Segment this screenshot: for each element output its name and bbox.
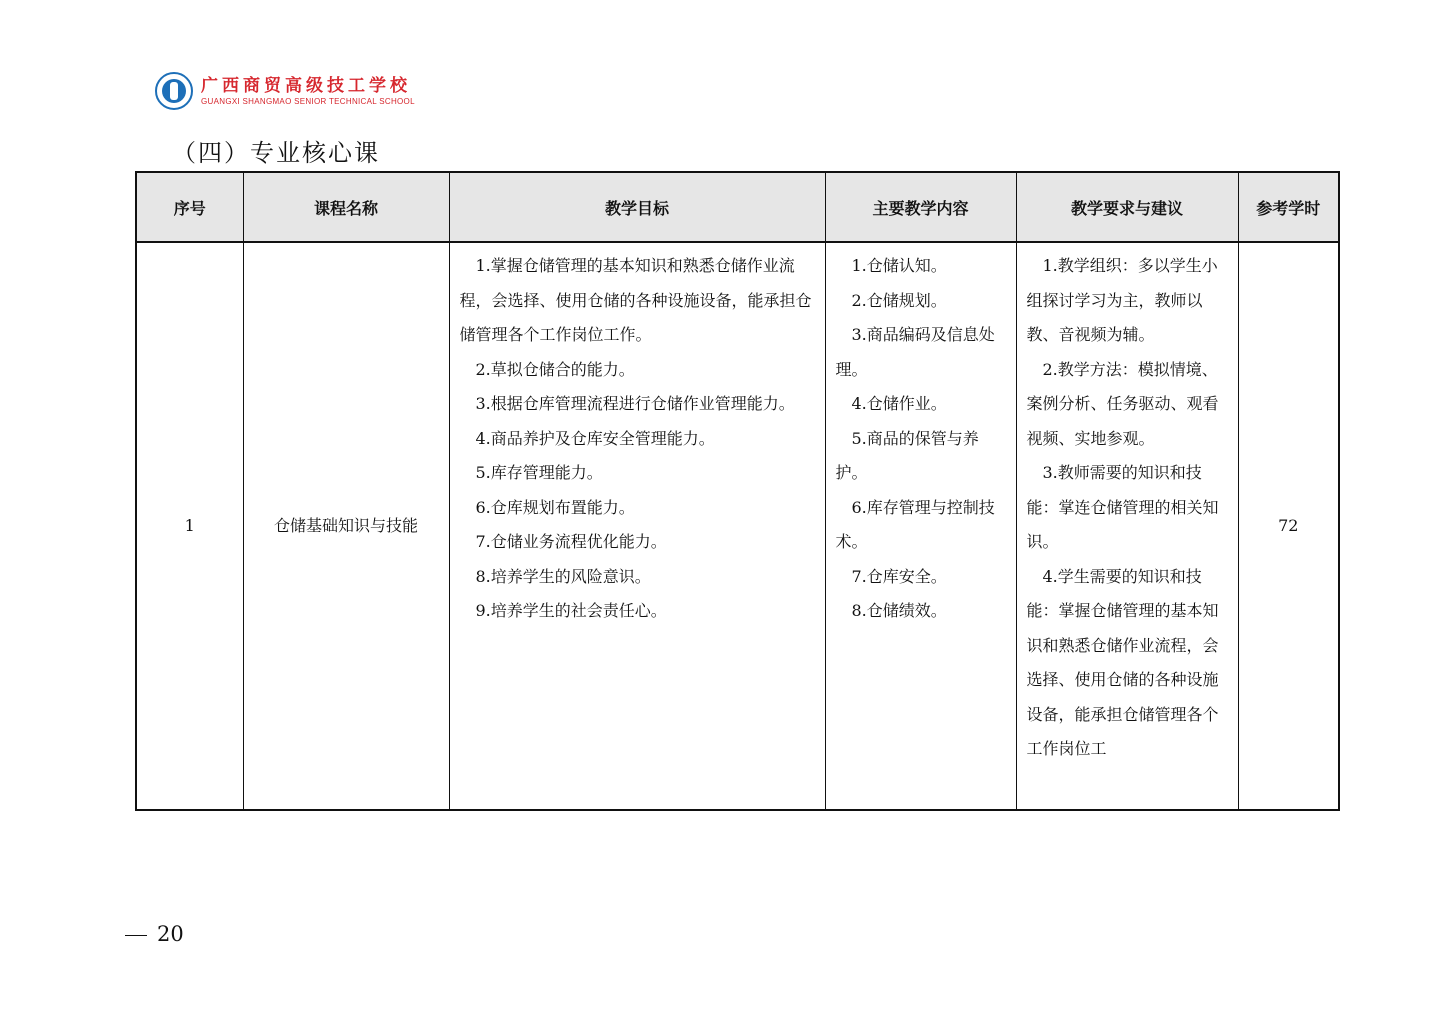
content-item: 2.仓储规划。 [851, 290, 947, 310]
objective-item: 9.培养学生的社会责任心。 [475, 601, 667, 620]
content-item: 5.商品的保管与养护。 [835, 428, 979, 482]
requirement-item: 1.教学组织：多以学生小组探讨学习为主，教师以教、音视频为辅。 [1026, 256, 1218, 344]
cell-requirements [1016, 242, 1238, 810]
cell-course-name: 仓储基础知识与技能 [243, 242, 449, 810]
page-footer [125, 922, 184, 946]
table-header-row [136, 172, 1339, 242]
core-course-table [135, 171, 1340, 811]
column-header-course-name: 课程名称 [243, 172, 449, 242]
page-dash [125, 935, 147, 936]
requirement-item: 3.教师需要的知识和技能：掌连仓储管理的相关知识。 [1026, 463, 1219, 551]
requirement-item: 4.学生需要的知识和技能：掌握仓储管理的基本知识和熟悉仓储作业流程，会选择、使用仓储的各种设施设备，能承担仓储管理各个工作岗位工 [1026, 566, 1219, 758]
objective-item: 1.掌握仓储管理的基本知识和熟悉仓储作业流程，会选择、使用仓储的各种设施设备，能承担仓储管理各个工作岗位工作。 [459, 256, 812, 344]
content-item: 6.库存管理与控制技术。 [835, 497, 995, 551]
objective-item: 5.库存管理能力。 [475, 463, 603, 482]
objective-item: 6.仓库规划布置能力。 [475, 497, 635, 517]
table-row [136, 242, 1339, 810]
page-number: 20 [157, 922, 184, 946]
objective-item: 7.仓储业务流程优化能力。 [475, 532, 667, 551]
cell-hours: 72 [1238, 242, 1339, 810]
content-item: 7.仓库安全。 [851, 566, 947, 586]
content-item: 3.商品编码及信息处理。 [835, 325, 995, 379]
cell-contents [825, 242, 1016, 810]
objective-item: 3.根据仓库管理流程进行仓储作业管理能力。 [475, 394, 795, 413]
cell-index: 1 [136, 242, 243, 810]
content-item: 1.仓储认知。 [851, 256, 947, 275]
requirement-item: 2.教学方法：模拟情境、案例分析、任务驱动、观看视频、实地参观。 [1026, 359, 1219, 448]
school-emblem-icon [155, 72, 193, 110]
school-logo [155, 72, 415, 110]
cell-objectives [449, 242, 825, 810]
objective-item: 8.培养学生的风险意识。 [475, 566, 651, 586]
section-title: （四）专业核心课 [172, 139, 380, 167]
column-header-requirements: 教学要求与建议 [1016, 172, 1238, 242]
content-item: 8.仓储绩效。 [851, 601, 947, 620]
school-name [201, 76, 415, 107]
column-header-index: 序号 [136, 172, 243, 242]
column-header-hours: 参考学时 [1238, 172, 1339, 242]
content-item: 4.仓储作业。 [851, 394, 947, 413]
column-header-contents: 主要教学内容 [825, 172, 1016, 242]
school-name-en: GUANGXI SHANGMAO SENIOR TECHNICAL SCHOOL [201, 96, 415, 106]
objective-item: 2.草拟仓储合的能力。 [475, 359, 635, 379]
objective-item: 4.商品养护及仓库安全管理能力。 [475, 428, 715, 448]
column-header-objectives: 教学目标 [449, 172, 825, 242]
school-name-cn: 广西商贸高级技工学校 [201, 75, 411, 96]
